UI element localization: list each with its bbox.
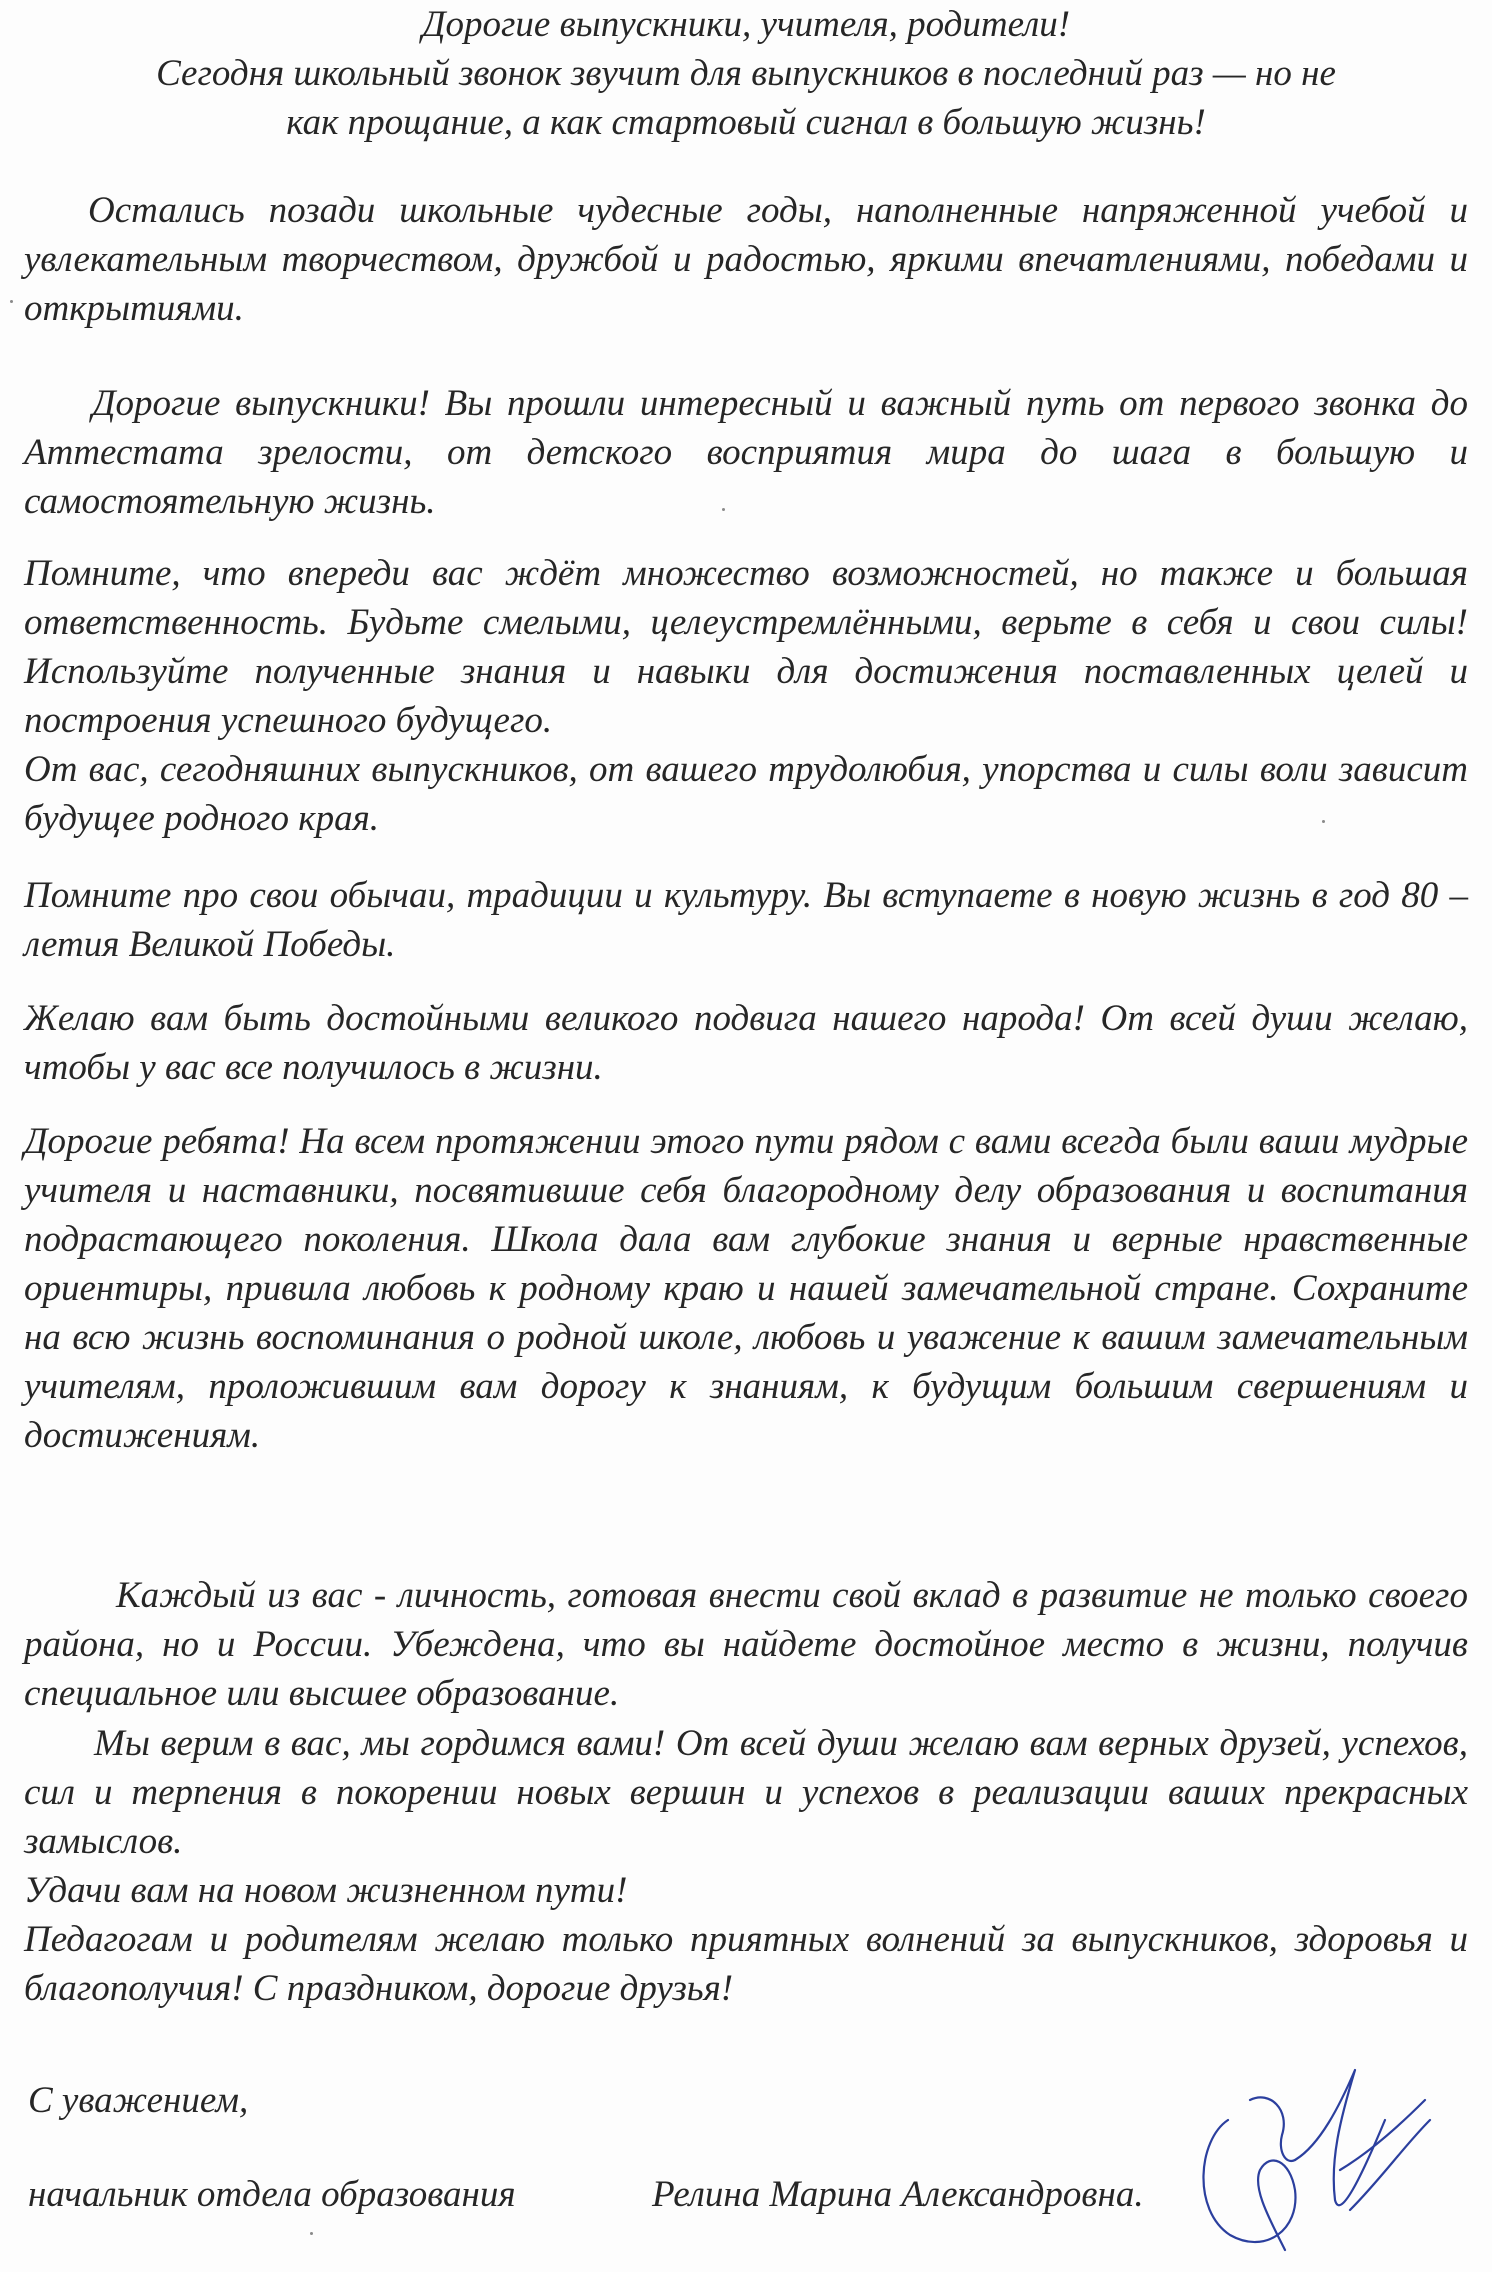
paragraph-heroism: Желаю вам быть достойными великого подвига нашего народа! От всей души желаю, чтобы у вас все получилось в жизни. (24, 998, 1468, 1088)
intro-line-2: как прощание, а как стартовый сигнал в большую жизнь! (286, 102, 1206, 143)
paragraph-traditions: Помните про свои обычаи, традиции и культуру. Вы вступаете в новую жизнь в год 80 – летия Великой Победы. (24, 875, 1468, 965)
signer-position: начальник отдела образования (28, 2174, 516, 2215)
greeting: Дорогие выпускники, учителя, родители! (421, 4, 1071, 45)
scan-speck (10, 300, 13, 303)
paragraph-school-years: Остались позади школьные чудесные годы, наполненные напряженной учебой и увлекательным творчеством, дружбой и радостью, яркими впечатлениями, победами и открытиями. (24, 190, 1468, 329)
paragraph-path: Дорогие выпускники! Вы прошли интересный и важный путь от первого звонка до Аттестата зрелости, от детского восприятия мира до шага в большую и самостоятельную жизнь. (24, 383, 1468, 522)
intro-line-1: Сегодня школьный звонок звучит для выпускников в последний раз — но не (156, 53, 1336, 94)
scan-speck (1322, 820, 1325, 823)
letter-header (30, 0, 1462, 147)
paragraph-opportunities: Помните, что впереди вас ждёт множество возможностей, но также и большая ответственность. Будьте смелыми, целеустремлёнными, верьте в себя и свои силы! Используйте полученные знания и навыки для достижения поставленных целей и построения успешного будущего. (24, 553, 1468, 741)
closing: С уважением, (28, 2080, 249, 2121)
scan-speck (310, 2232, 313, 2235)
paragraph-teachers-parents: Педагогам и родителям желаю только приятных волнений за выпускников, здоровья и благополучия! С праздником, дорогие друзья! (24, 1919, 1468, 2009)
paragraph-teachers: Дорогие ребята! На всем протяжении этого пути рядом с вами всегда были ваши мудрые учителя и наставники, посвятившие себя благородному делу образования и воспитания подрастающего поколения. Школа дала вам глубокие знания и верные нравственные ориентиры, привила любовь к родному краю и нашей замечательной стране. Сохраните на всю жизнь воспоминания о родной школе, любовь и уважение к вашим замечательным учителям, проложившим вам дорогу к знаниям, к будущим большим свершениям и достижениям. (24, 1121, 1468, 1456)
signer-name: Релина Марина Александровна. (652, 2174, 1144, 2215)
paragraph-good-luck: Удачи вам на новом жизненном пути! (24, 1870, 628, 1911)
scan-speck (722, 508, 725, 511)
paragraph-future: От вас, сегодняшних выпускников, от вашего трудолюбия, упорства и силы воли зависит будущее родного края. (24, 749, 1468, 839)
paragraph-belief: Мы верим в вас, мы гордимся вами! От всей души желаю вам верных друзей, успехов, сил и терпения в покорении новых вершин и успехов в реализации ваших прекрасных замыслов. (24, 1723, 1468, 1862)
paragraph-personality: Каждый из вас - личность, готовая внести свой вклад в развитие не только своего района, но и России. Убеждена, что вы найдете достойное место в жизни, получив специальное или высшее образование. (24, 1575, 1468, 1714)
handwritten-signature (1190, 2060, 1440, 2260)
